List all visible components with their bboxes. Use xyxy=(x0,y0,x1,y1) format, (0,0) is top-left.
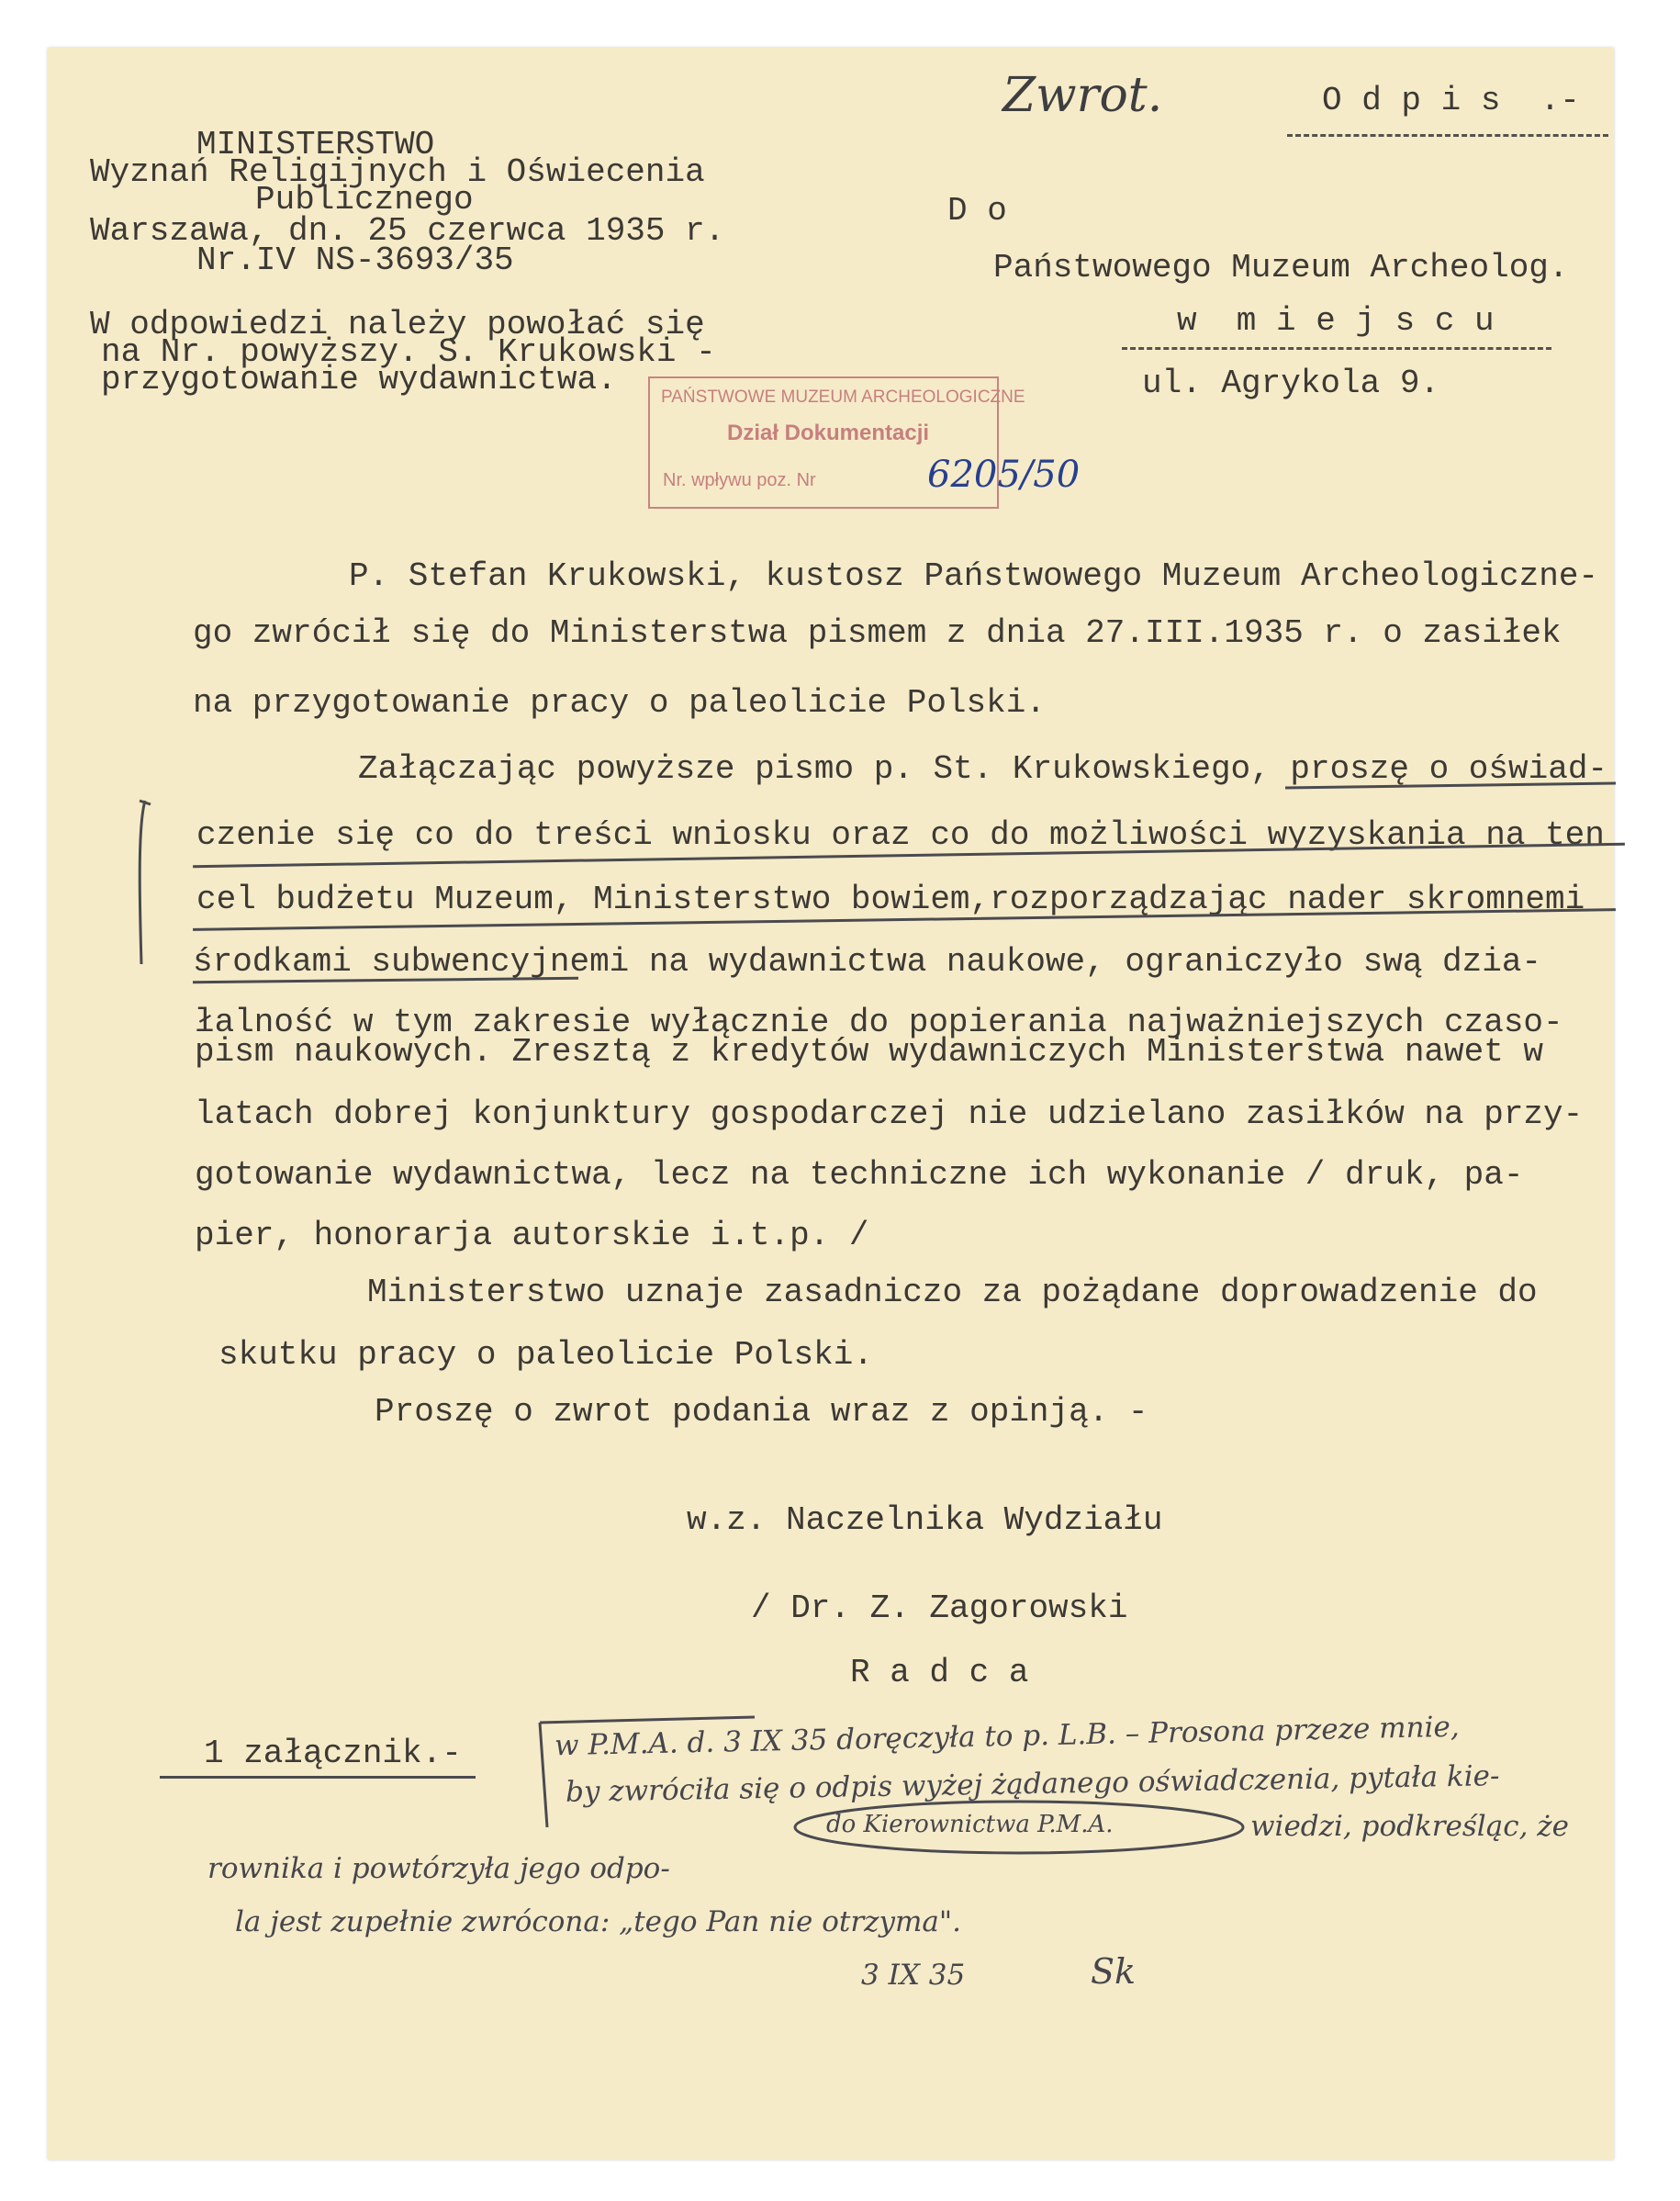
attachment-note: 1 załącznik.- xyxy=(204,1735,462,1772)
body-line-12: pier, honorarja autorskie i.t.p. / xyxy=(195,1217,869,1254)
signature-line2: / Dr. Z. Zagorowski xyxy=(751,1589,1128,1627)
handwritten-line-1: w P.M.A. d. 3 IX 35 doręczyła to p. L.B. – Prosona przeze mnie, xyxy=(554,1710,1461,1763)
body-line-3: na przygotowanie pracy o paleolicie Polski. xyxy=(193,684,1046,722)
handwritten-line-3-end: wiedzi, podkreśląc, że xyxy=(1250,1810,1569,1843)
body-line-11: gotowanie wydawnictwa, lecz na techniczne ich wykonanie / druk, pa- xyxy=(195,1156,1524,1194)
stamp-institution: PAŃSTWOWE MUZEUM ARCHEOLOGICZNE xyxy=(661,387,1025,407)
addressee-street: ul. Agrykola 9. xyxy=(1142,365,1440,402)
handwritten-line-4: rownika i powtórzyła jego odpo- xyxy=(207,1852,670,1885)
handwritten-date: 3 IX 35 xyxy=(861,1959,966,1992)
body-line-9: pism naukowych. Zresztą z kredytów wydawniczych Ministerstwa nawet w xyxy=(195,1033,1544,1071)
letter-date: Warszawa, dn. 25 czerwca 1935 r. xyxy=(90,212,725,250)
body-line-14: skutku pracy o paleolicie Polski. xyxy=(218,1336,873,1374)
attachment-underline xyxy=(160,1776,476,1779)
body-line-5: czenie się co do treści wniosku oraz co do możliwości wyzyskania na ten xyxy=(196,816,1605,854)
stamp-department: Dział Dokumentacji xyxy=(727,421,930,445)
body-line-13: Ministerstwo uznaje zasadniczo za pożądane doprowadzenie do xyxy=(367,1274,1538,1311)
odpis-label: O d p i s .- xyxy=(1322,82,1580,119)
reference-number: Nr.IV NS-3693/35 xyxy=(196,241,514,279)
addressee-name: Państwowego Muzeum Archeolog. xyxy=(993,249,1569,286)
reply-note-line3: przygotowanie wydawnictwa. xyxy=(101,361,617,399)
body-line-7: środkami subwencyjnemi na wydawnictwa naukowe, ograniczyło swą dzia- xyxy=(193,943,1542,981)
signature-line1: w.z. Naczelnika Wydziału xyxy=(687,1501,1163,1539)
body-line-10: latach dobrej konjunktury gospodarczej nie udzielano zasiłków na przy- xyxy=(195,1095,1584,1133)
note-bracket-top xyxy=(540,1717,755,1723)
reply-note-line2: na Nr. powyższy. S. Krukowski - xyxy=(101,333,716,371)
handwritten-initials: Sk xyxy=(1091,1951,1137,1992)
body-line-15: Proszę o zwrot podania wraz z opinją. - xyxy=(375,1393,1148,1431)
body-line-1: P. Stefan Krukowski, kustosz Państwowego Muzeum Archeologiczne- xyxy=(349,557,1599,595)
addressee-do: D o xyxy=(947,192,1007,230)
body-line-4: Załączając powyższe pismo p. St. Krukowskiego, proszę o oświad- xyxy=(358,750,1608,788)
zwrot-mark: Zwrot. xyxy=(1002,68,1163,123)
stamp-entry-label: Nr. wpływu poz. Nr xyxy=(663,470,816,490)
body-line-8: łalność w tym zakresie wyłącznie do popierania najważniejszych czaso- xyxy=(195,1004,1563,1041)
ministry-name: MINISTERSTWO xyxy=(196,126,435,163)
reply-note-line1: W odpowiedzi należy powołać się xyxy=(90,306,705,343)
note-bracket-left xyxy=(540,1723,547,1827)
handwritten-line-2: by zwróciła się o odpis wyżej żądanego oświadczenia, pytała kie- xyxy=(565,1759,1500,1809)
ministry-name-line2: Wyznań Religijnych i Oświecenia xyxy=(90,153,705,191)
signature-line3: R a d c a xyxy=(850,1654,1029,1691)
addressee-place: w m i e j s c u xyxy=(1177,302,1495,340)
handwritten-line-5: la jest zupełnie zwrócona: „tego Pan nie otrzyma". xyxy=(235,1905,962,1938)
body-line-6: cel budżetu Muzeum, Ministerstwo bowiem,rozporządzając nader skromnemi xyxy=(196,881,1585,918)
body-line-2: go zwrócił się do Ministerstwa pismem z dnia 27.III.1935 r. o zasiłek xyxy=(193,614,1562,652)
handwritten-line-3-circled: do Kierownictwa P.M.A. xyxy=(826,1811,1114,1838)
ministry-name-line3: Publicznego xyxy=(255,181,474,219)
stamp-entry-number: 6205/50 xyxy=(927,454,1081,496)
margin-bracket-mark xyxy=(140,801,151,964)
